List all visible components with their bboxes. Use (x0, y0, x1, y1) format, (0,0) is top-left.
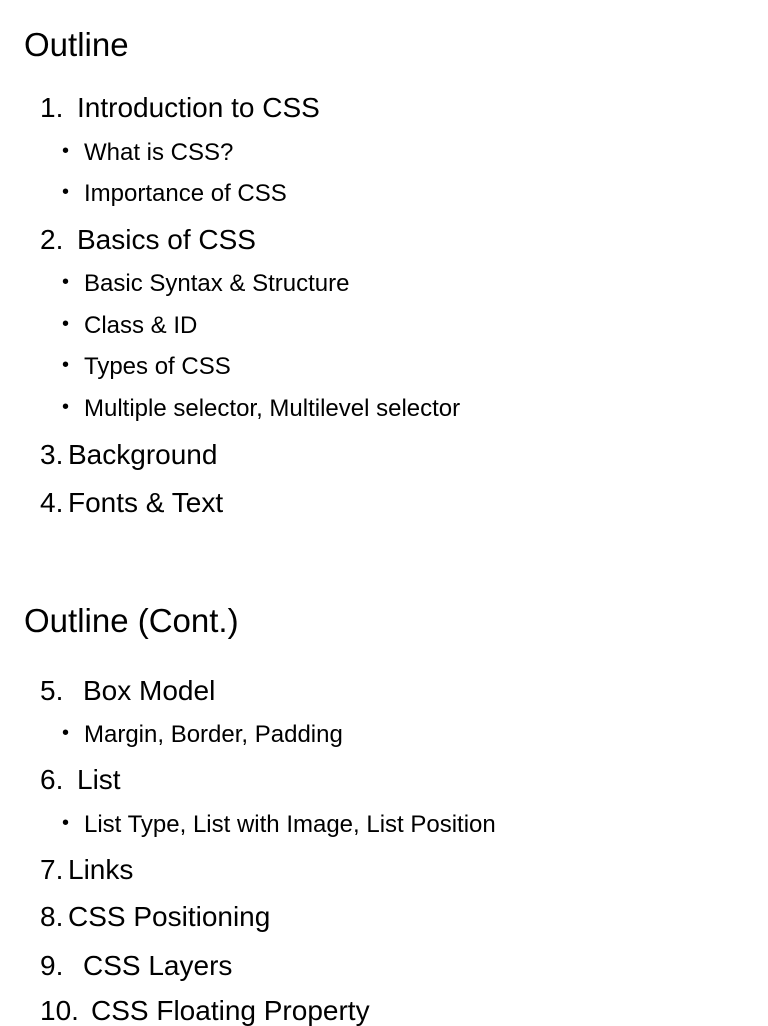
bullet-dot-icon: • (62, 271, 70, 293)
item-9-label: CSS Layers (83, 950, 233, 981)
item-3-number: 3. (40, 439, 64, 470)
item-5-number: 5. (40, 675, 64, 706)
item-2-number: 2. (40, 224, 64, 255)
item-2-subitem-2: Class & ID (84, 312, 198, 339)
item-2-subitem-3: Types of CSS (84, 353, 231, 380)
item-4-number: 4. (40, 487, 64, 518)
item-7-label: Links (68, 854, 134, 885)
item-5-label: Box Model (83, 675, 216, 706)
bullet-dot-icon: • (62, 140, 70, 162)
item-1-subitem-1: What is CSS? (84, 139, 234, 166)
item-8-number: 8. (40, 901, 64, 932)
item-1-label: Introduction to CSS (77, 92, 320, 123)
outline-cont-title: Outline (Cont.) (24, 602, 239, 639)
item-7-number: 7. (40, 854, 64, 885)
bullet-dot-icon: • (62, 354, 70, 376)
item-9-number: 9. (40, 950, 64, 981)
item-2-subitem-1: Basic Syntax & Structure (84, 270, 350, 297)
bullet-dot-icon: • (62, 396, 70, 418)
item-1-number: 1. (40, 92, 64, 123)
bullet-dot-icon: • (62, 812, 70, 834)
item-10-label: CSS Floating Property (91, 995, 370, 1026)
bullet-dot-icon: • (62, 313, 70, 335)
item-3-label: Background (68, 439, 218, 470)
bullet-dot-icon: • (62, 722, 70, 744)
item-5-subitem-1: Margin, Border, Padding (84, 721, 343, 748)
item-8-label: CSS Positioning (68, 901, 271, 932)
item-6-subitem-1: List Type, List with Image, List Position (84, 811, 496, 838)
bullet-dot-icon: • (62, 181, 70, 203)
item-1-subitem-2: Importance of CSS (84, 180, 287, 207)
item-6-number: 6. (40, 764, 64, 795)
item-10-number: 10. (40, 995, 79, 1026)
item-4-label: Fonts & Text (68, 487, 224, 518)
item-2-label: Basics of CSS (77, 224, 256, 255)
item-6-label: List (77, 764, 121, 795)
item-2-subitem-4: Multiple selector, Multilevel selector (84, 395, 461, 422)
outline-title: Outline (24, 26, 129, 63)
